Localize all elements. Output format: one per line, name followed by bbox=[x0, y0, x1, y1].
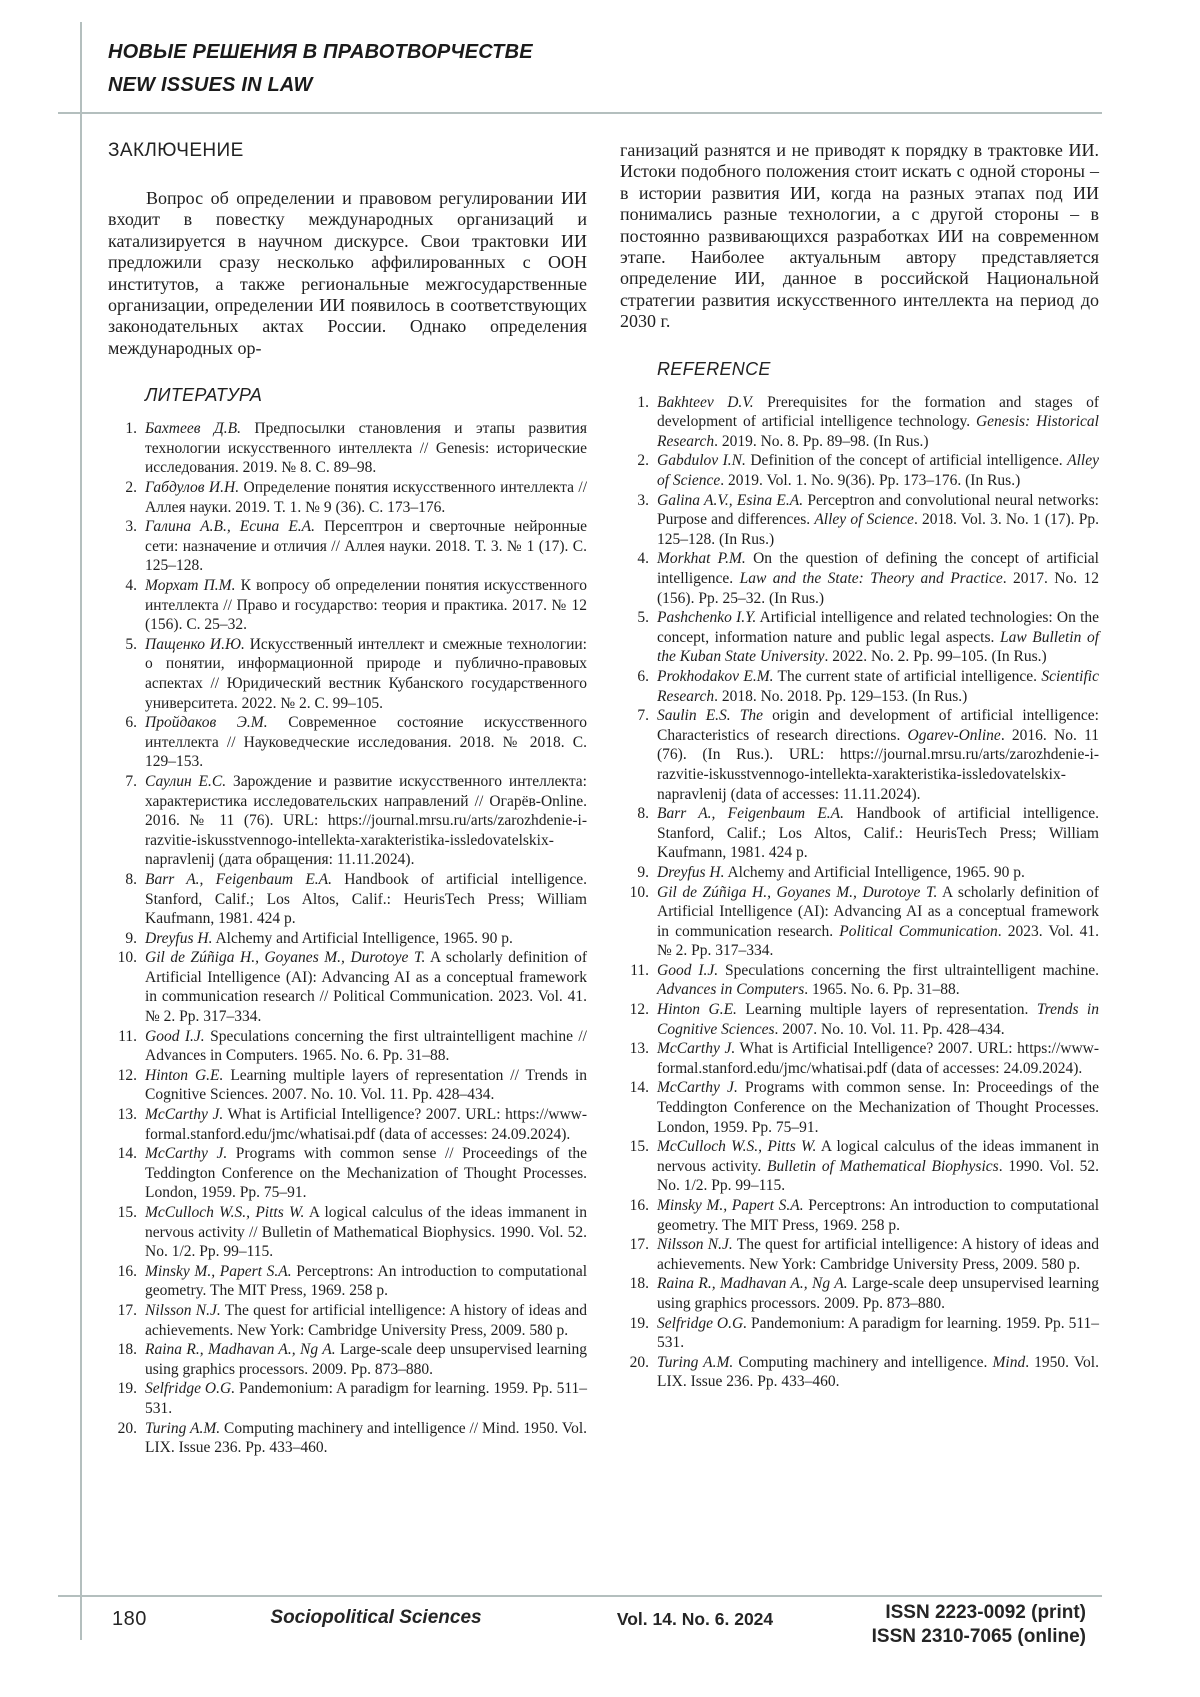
reference-item: Saulin E.S. The origin and development of artificial intelligence: Characteristics of research directions. Ogarev-Online. 2016. No. 11 (76). (In Rus.). URL: https://journal.mrsu.ru/arts/zarozhdenie-i-razvitie-iskusstvennogo-intellekta-xarakteristika-issledovatelskix-napravlenij (data of accesses: 11.11.2024). bbox=[657, 707, 1099, 803]
issn-online: ISSN 2310-7065 (online) bbox=[871, 1625, 1086, 1647]
reference-item: Pashchenko I.Y. Artificial intelligence and related technologies: On the concept, information nature and public legal aspects. Law Bulletin of the Kuban State University. 2022. No. 2. Pp. 99–105. (In Rus.) bbox=[657, 609, 1100, 666]
reference-item: Саулин Е.С. Зарождение и развитие искусственного интеллекта: характеристика исследовательских направлений // Огарёв-Online. 2016. № 11 (76). URL: https://journal.mrsu.ru/arts/zarozhdenie-i-razvitie-iskusstvennogo-intellekta-xarakteristika-issledovatelskix-napravlenij (дата обращения: 11.11.2024). bbox=[145, 772, 587, 869]
reference-item: McCarthy J. Programs with common sense. In: Proceedings of the Teddington Conference on the Mechanization of Thought Processes. London, 1959. Pp. 75–91. bbox=[657, 1079, 1100, 1136]
reference-item: Raina R., Madhavan A., Ng A. Large-scale deep unsupervised learning using graphics processors. 2009. Pp. 873–880. bbox=[657, 1275, 1099, 1312]
reference-heading: REFERENCE bbox=[657, 358, 771, 379]
footer-divider-rule bbox=[58, 1595, 1102, 1597]
reference-item: Dreyfus H. Alchemy and Artificial Intelligence, 1965. 90 p. bbox=[145, 929, 513, 947]
reference-item: Gil de Zúñiga H., Goyanes M., Durotoye T. A scholarly definition of Artificial Intelligence (AI): Advancing AI as a conceptual framework in communication research // Political Communication. 2023. Vol. 41. № 2. Pp. 317–334. bbox=[145, 949, 588, 1026]
reference-item: Good I.J. Speculations concerning the first ultraintelligent machine // Advances in Computers. 1965. No. 6. Pp. 31–88. bbox=[145, 1027, 587, 1065]
reference-item: Галина А.В., Есина Е.А. Персептрон и сверточные нейронные сети: назначение и отличия // Аллея науки. 2018. Т. 3. № 1 (17). С. 125–128. bbox=[145, 518, 587, 575]
issn-block bbox=[872, 1601, 1086, 1648]
reference-item: Gil de Zúñiga H., Goyanes M., Durotoye T. A scholarly definition of Artificial Intelligence (AI): Advancing AI as a conceptual framework in communication research. Political Communication. 2023. Vol. 41. № 2. Pp. 317–334. bbox=[657, 883, 1100, 960]
reference-item: Морхат П.М. К вопросу об определении понятия искусственного интеллекта // Право и государство: теория и практика. 2017. № 12 (156). С. 25–32. bbox=[145, 577, 587, 634]
conclusion-paragraph-right: ганизаций разнятся и не приводят к порядку в трактовке ИИ. Истоки подобного положения стоит искать с одной стороны – в истории развития ИИ, когда на разных этапах под ИИ понимались разные технологии, а с другой стороны – в постоянно развивающихся разработках ИИ на современном этапе. Наиболее актуальным автору представляется определение ИИ, данное в российской Национальной стратегии развития искусственного интеллекта на период до 2030 г. bbox=[620, 140, 1099, 332]
reference-item: Nilsson N.J. The quest for artificial intelligence: A history of ideas and achievements. New York: Cambridge University Press, 2009. 580 p. bbox=[145, 1301, 588, 1339]
reference-item: Morkhat P.M. On the question of defining the concept of artificial intelligence. Law and the State: Theory and Practice. 2017. No. 12 (156). Pp. 25–32. (In Rus.) bbox=[657, 550, 1099, 607]
article-body bbox=[108, 140, 1099, 1458]
reference-item: Пройдаков Э.М. Современное состояние искусственного интеллекта // Науковедческие исследования. 2018. № 2018. С. 129–153. bbox=[145, 714, 587, 771]
reference-item: McCarthy J. What is Artificial Intelligence? 2007. URL: https://www-formal.stanford.edu/jmc/whatisai.pdf (data of accesses: 24.09.2024). bbox=[145, 1106, 587, 1143]
page-number: 180 bbox=[112, 1608, 147, 1630]
literatura-heading: ЛИТЕРАТУРА bbox=[145, 385, 263, 406]
reference-item: Пащенко И.Ю. Искусственный интеллект и смежные технологии: о понятии, информационной природе и публично-правовых аспектах // Юридический вестник Кубанского государственного университета. 2022. № 2. С. 99–105. bbox=[145, 635, 587, 712]
header-divider-rule bbox=[58, 112, 1102, 114]
reference-item: Selfridge O.G. Pandemonium: A paradigm for learning. 1959. Pp. 511–531. bbox=[657, 1314, 1099, 1352]
reference-item: Barr A., Feigenbaum E.A. Handbook of artificial intelligence. Stanford, Calif.; Los Altos, Calif.: HeurisTech Press; William Kaufmann, 1981. 424 p. bbox=[145, 870, 588, 928]
running-header bbox=[108, 36, 533, 102]
reference-item: Hinton G.E. Learning multiple layers of representation. Trends in Cognitive Sciences. 2007. No. 10. Vol. 11. Pp. 428–434. bbox=[657, 1001, 1099, 1038]
volume-issue-info: Vol. 14. No. 6. 2024 bbox=[616, 1609, 774, 1629]
conclusion-paragraph-left: Вопрос об определении и правовом регулировании ИИ входит в повестку международных организаций и катализируется в научном дискурсе. Свои трактовки ИИ предложили сразу несколько аффилированных с ООН институтов, а также региональные межгосударственные организации, определении ИИ появилось в соответствующих законодательных актах России. Однако определения международных ор- bbox=[108, 188, 587, 358]
left-margin-rule bbox=[80, 22, 82, 1640]
reference-item: Barr A., Feigenbaum E.A. Handbook of artificial intelligence. Stanford, Calif.; Los Altos, Calif.: HeurisTech Press; William Kaufmann, 1981. 424 p. bbox=[657, 805, 1100, 862]
reference-item: Minsky M., Papert S.A. Perceptrons: An introduction to computational geometry. The MIT Press, 1969. 258 p. bbox=[145, 1262, 588, 1300]
reference-item: Бахтеев Д.В. Предпосылки становления и этапы развития технологии искусственного интеллекта // Genesis: исторические исследования. 2019. № 8. С. 89–98. bbox=[145, 420, 587, 477]
section-title-russian: НОВЫЕ РЕШЕНИЯ В ПРАВОТВОРЧЕСТВЕ bbox=[108, 41, 533, 63]
reference-item: McCulloch W.S., Pitts W. A logical calculus of the ideas immanent in nervous activity // Bulletin of Mathematical Biophysics. 1990. Vol. 52. No. 1/2. Pp. 99–115. bbox=[145, 1204, 587, 1261]
left-column bbox=[108, 140, 587, 1458]
reference-item: McCarthy J. Programs with common sense // Proceedings of the Teddington Conference on the Mechanization of Thought Processes. London, 1959. Pp. 75–91. bbox=[145, 1145, 587, 1202]
reference-item: Nilsson N.J. The quest for artificial intelligence: A history of ideas and achievements. New York: Cambridge University Press, 2009. 580 p. bbox=[657, 1236, 1100, 1273]
reference-item: Minsky M., Papert S.A. Perceptrons: An introduction to computational geometry. The MIT Press, 1969. 258 p. bbox=[657, 1197, 1100, 1234]
conclusion-heading: ЗАКЛЮЧЕНИЕ bbox=[108, 140, 244, 161]
issn-print: ISSN 2223-0092 (print) bbox=[885, 1602, 1086, 1623]
section-title-english: NEW ISSUES IN LAW bbox=[108, 74, 313, 96]
reference-item: Hinton G.E. Learning multiple layers of representation // Trends in Cognitive Sciences. 2007. No. 10. Vol. 11. Pp. 428–434. bbox=[145, 1066, 588, 1104]
right-column bbox=[620, 140, 1099, 1458]
reference-item: Turing A.M. Computing machinery and intelligence // Mind. 1950. Vol. LIX. Issue 236. Pp. 433–460. bbox=[145, 1419, 587, 1457]
reference-item: McCarthy J. What is Artificial Intelligence? 2007. URL: https://www-formal.stanford.edu/jmc/whatisai.pdf (data of accesses: 24.09.2024). bbox=[657, 1040, 1099, 1077]
reference-item: Gabdulov I.N. Definition of the concept of artificial intelligence. Alley of Science. 2019. Vol. 1. No. 9(36). Pp. 173–176. (In Rus.) bbox=[657, 452, 1099, 490]
reference-item: Selfridge O.G. Pandemonium: A paradigm for learning. 1959. Pp. 511–531. bbox=[145, 1380, 587, 1417]
reference-item: Turing A.M. Computing machinery and intelligence. Mind. 1950. Vol. LIX. Issue 236. Pp. 433–460. bbox=[657, 1353, 1099, 1391]
reference-list bbox=[620, 393, 1099, 1392]
reference-item: Габдулов И.Н. Определение понятия искусственного интеллекта // Аллея науки. 2019. Т. 1. № 9 (36). С. 173–176. bbox=[145, 479, 587, 516]
reference-item: Dreyfus H. Alchemy and Artificial Intelligence, 1965. 90 p. bbox=[657, 863, 1025, 881]
reference-item: Bakhteev D.V. Prerequisites for the formation and stages of development of artificial intelligence technology. Genesis: Historical Research. 2019. No. 8. Pp. 89–98. (In Rus.) bbox=[657, 393, 1099, 450]
reference-item: Prokhodakov E.M. The current state of artificial intelligence. Scientific Research. 2018. No. 2018. Pp. 129–153. (In Rus.) bbox=[657, 667, 1099, 705]
reference-item: Raina R., Madhavan A., Ng A. Large-scale deep unsupervised learning using graphics processors. 2009. Pp. 873–880. bbox=[145, 1341, 587, 1378]
reference-item: McCulloch W.S., Pitts W. A logical calculus of the ideas immanent in nervous activity. Bulletin of Mathematical Biophysics. 1990. Vol. 52. No. 1/2. Pp. 99–115. bbox=[657, 1138, 1099, 1195]
reference-item: Galina A.V., Esina E.A. Perceptron and convolutional neural networks: Purpose and differences. Alley of Science. 2018. Vol. 3. No. 1 (17). Pp. 125–128. (In Rus.) bbox=[657, 491, 1099, 548]
journal-title: Sociopolitical Sciences bbox=[270, 1607, 482, 1628]
literatura-list bbox=[108, 419, 587, 1457]
reference-item: Good I.J. Speculations concerning the first ultraintelligent machine. Advances in Computers. 1965. No. 6. Pp. 31–88. bbox=[657, 961, 1099, 999]
